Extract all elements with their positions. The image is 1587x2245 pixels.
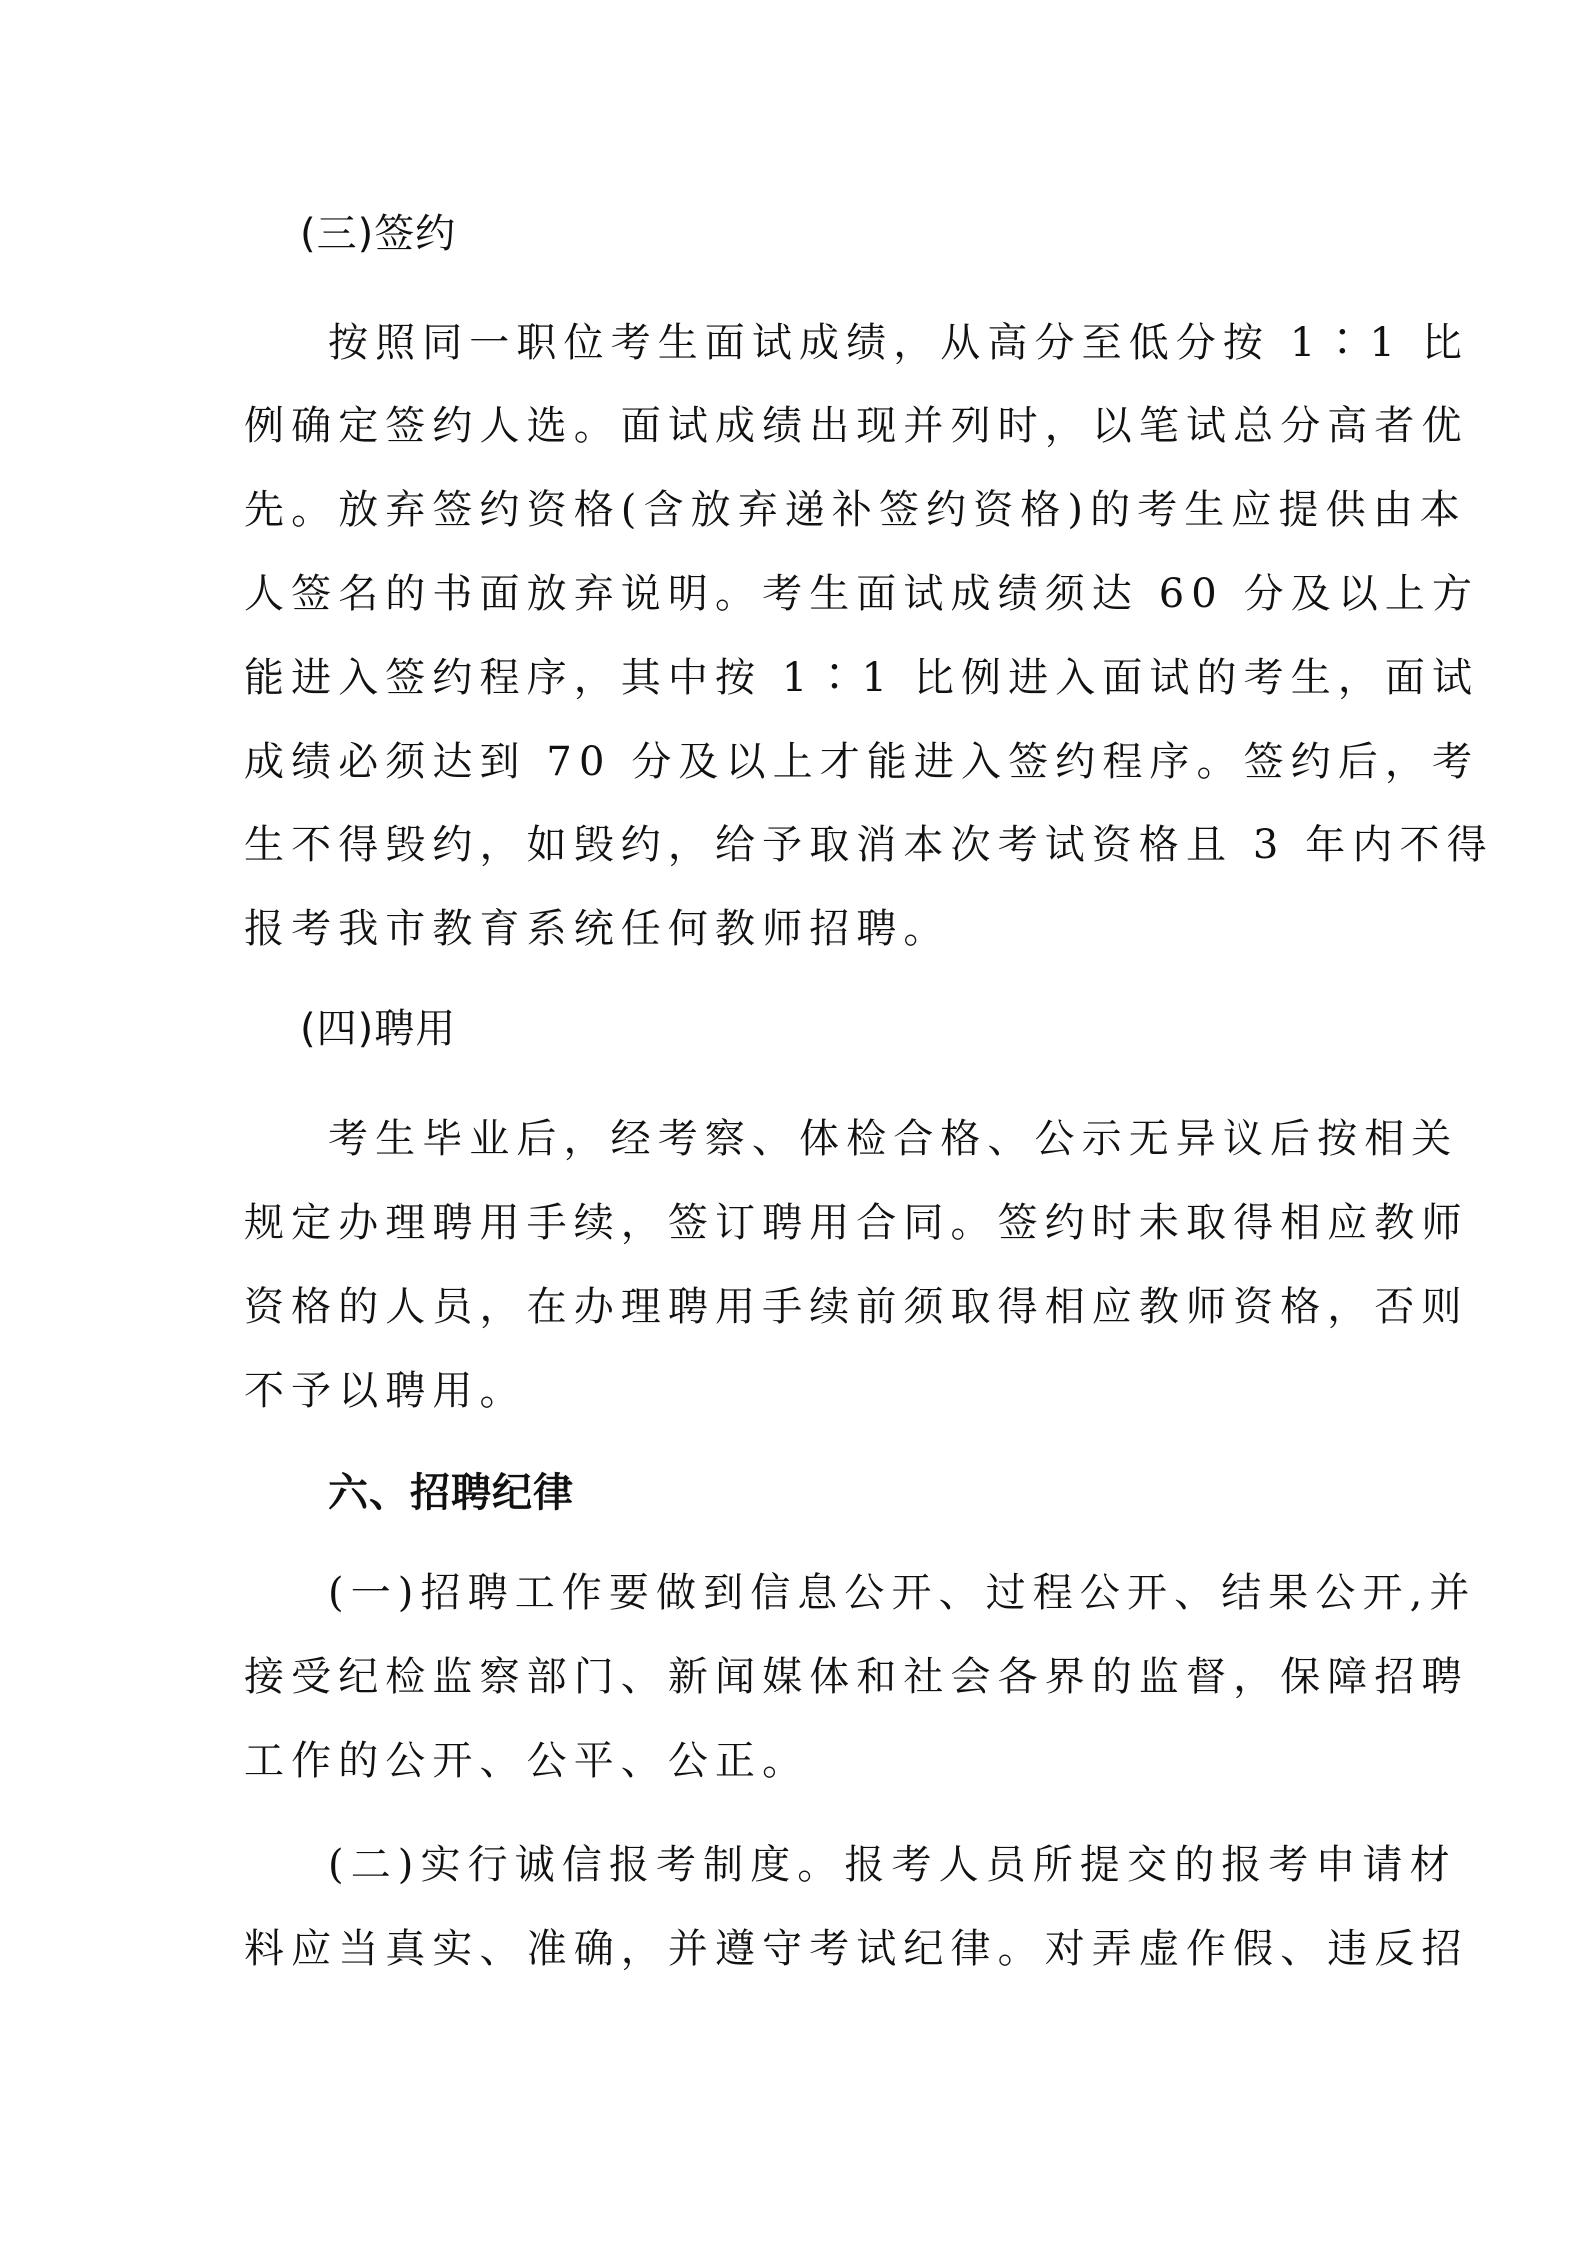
paragraph-line: 报考我市教育系统任何教师招聘。: [244, 906, 951, 952]
paragraph-line: 接受纪检监察部门、新闻媒体和社会各界的监督，保障招聘: [244, 1654, 1469, 1700]
paragraph-line: 工作的公开、公平、公正。: [244, 1738, 810, 1784]
paragraph-line: 能进入签约程序，其中按 1∶1 比例进入面试的考生，面试: [244, 655, 1480, 701]
paragraph-line: 先。放弃签约资格(含放弃递补签约资格)的考生应提供由本: [244, 487, 1467, 533]
section-heading-employment: (四)聘用: [300, 1006, 457, 1052]
paragraph-line: 成绩必须达到 70 分及以上才能进入签约程序。签约后，考: [244, 739, 1480, 785]
paragraph-line: 人签名的书面放弃说明。考生面试成绩须达 60 分及以上方: [244, 571, 1480, 617]
paragraph-line: 例确定签约人选。面试成绩出现并列时，以笔试总分高者优: [244, 403, 1469, 449]
paragraph-line: 不予以聘用。: [244, 1368, 527, 1414]
paragraph-line: 生不得毁约，如毁约，给予取消本次考试资格且 3 年内不得: [244, 822, 1494, 868]
paragraph-line: 考生毕业后，经考察、体检合格、公示无异议后按相关: [328, 1116, 1459, 1162]
paragraph-line: (二)实行诚信报考制度。报考人员所提交的报考申请材: [328, 1842, 1457, 1888]
paragraph-line: 按照同一职位考生面试成绩，从高分至低分按 1∶1 比: [328, 320, 1469, 366]
chapter-heading-discipline: 六、招聘纪律: [328, 1470, 574, 1516]
paragraph-line: 资格的人员，在办理聘用手续前须取得相应教师资格，否则: [244, 1284, 1469, 1330]
paragraph-line: 料应当真实、准确，并遵守考试纪律。对弄虚作假、违反招: [244, 1926, 1469, 1972]
paragraph-line: 规定办理聘用手续，签订聘用合同。签约时未取得相应教师: [244, 1200, 1469, 1246]
section-heading-signing: (三)签约: [300, 211, 457, 257]
paragraph-line: (一)招聘工作要做到信息公开、过程公开、结果公开,并: [328, 1570, 1477, 1616]
